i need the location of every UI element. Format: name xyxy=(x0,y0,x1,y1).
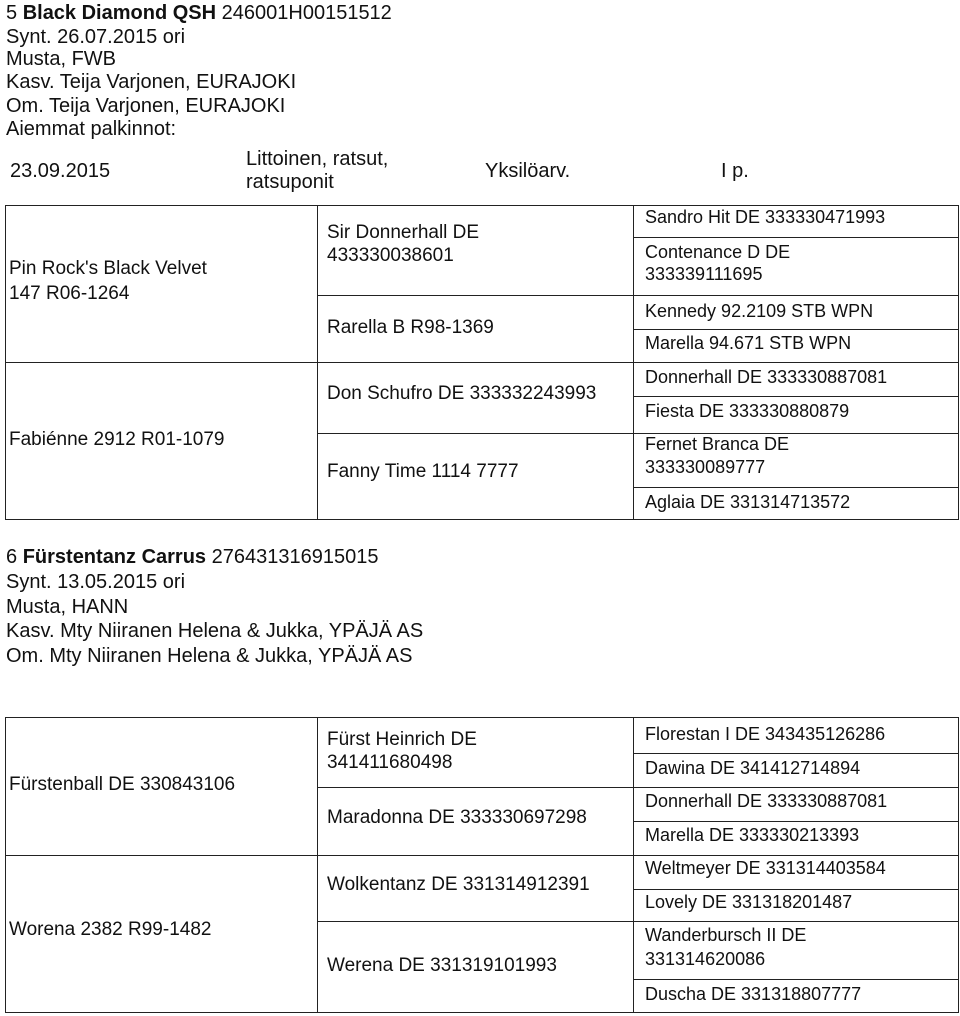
horse6-dam: Worena 2382 R99-1482 xyxy=(9,919,212,940)
horse5-prev-awards-label: Aiemmat palkinnot: xyxy=(6,118,177,140)
divider xyxy=(5,717,959,718)
horse5-dam-dam: Fanny Time 1114 7777 xyxy=(327,461,519,482)
horse5-sire-reg: 147 R06-1264 xyxy=(9,283,130,304)
divider xyxy=(633,362,958,363)
horse5-sdd: Marella 94.671 STB WPN xyxy=(645,333,852,353)
horse5-dds-1: Fernet Branca DE xyxy=(645,434,790,454)
divider xyxy=(317,855,633,856)
horse6-dam-dam: Werena DE 331319101993 xyxy=(327,955,557,976)
divider xyxy=(633,396,958,397)
divider xyxy=(958,205,959,520)
horse6-sire-dam: Maradonna DE 333330697298 xyxy=(327,807,587,828)
horse6-sds: Donnerhall DE 333330887081 xyxy=(645,791,888,811)
horse5-award-date: 23.09.2015 xyxy=(10,160,111,182)
horse5-ssd-2: 333339111695 xyxy=(645,264,763,284)
horse5-ssd-1: Contenance D DE xyxy=(645,242,791,262)
divider xyxy=(633,329,958,330)
horse5-owner: Om. Teija Varjonen, EURAJOKI xyxy=(6,95,286,117)
horse6-breeder: Kasv. Mty Niiranen Helena & Jukka, YPÄJÄ AS xyxy=(6,620,424,642)
horse6-dsd: Lovely DE 331318201487 xyxy=(645,892,853,912)
divider xyxy=(317,787,633,788)
horse5-sds: Kennedy 92.2109 STB WPN xyxy=(645,301,874,321)
divider xyxy=(633,295,958,296)
horse5-sire-sire-1: Sir Donnerhall DE xyxy=(327,222,480,243)
horse5-number: 5 xyxy=(6,2,18,24)
horse5-color: Musta, FWB xyxy=(6,48,117,70)
divider xyxy=(317,295,633,296)
horse5-ddd: Aglaia DE 331314713572 xyxy=(645,492,851,512)
horse6-dam-sire: Wolkentanz DE 331314912391 xyxy=(327,874,590,895)
horse6-owner: Om. Mty Niiranen Helena & Jukka, YPÄJÄ AS xyxy=(6,645,413,667)
horse5-award-prize: I p. xyxy=(721,160,749,182)
divider xyxy=(633,787,958,788)
divider xyxy=(5,717,6,1013)
horse5-sss: Sandro Hit DE 333330471993 xyxy=(645,207,886,227)
horse6-name: Fürstentanz Carrus xyxy=(22,546,207,568)
horse6-sire-sire-1: Fürst Heinrich DE xyxy=(327,729,477,750)
horse5-sire-sire-2: 433330038601 xyxy=(327,245,454,266)
horse5-award-event-1: Littoinen, ratsut, xyxy=(246,148,389,170)
horse6-reg: 276431316915015 xyxy=(211,546,379,568)
horse6-ssd: Dawina DE 341412714894 xyxy=(645,758,861,778)
divider xyxy=(633,237,958,238)
horse6-sdd: Marella DE 333330213393 xyxy=(645,825,860,845)
horse5-award-event-2: ratsuponit xyxy=(246,171,334,193)
divider xyxy=(317,717,318,1013)
horse5-name: Black Diamond QSH xyxy=(22,2,217,24)
divider xyxy=(5,519,959,520)
horse5-dam-sire: Don Schufro DE 333332243993 xyxy=(327,383,597,404)
horse5-dds-2: 333330089777 xyxy=(645,457,766,477)
horse6-title-line xyxy=(6,546,378,568)
horse6-birth: Synt. 13.05.2015 ori xyxy=(6,571,186,593)
divider xyxy=(633,821,958,822)
horse6-sire-sire-2: 341411680498 xyxy=(327,752,453,773)
horse5-birth: Synt. 26.07.2015 ori xyxy=(6,26,186,48)
divider xyxy=(5,1012,959,1013)
divider xyxy=(317,921,633,922)
horse6-dds-1: Wanderbursch II DE xyxy=(645,925,807,945)
horse6-dds-2: 331314620086 xyxy=(645,949,766,969)
divider xyxy=(633,855,958,856)
horse6-color: Musta, HANN xyxy=(6,596,129,618)
divider xyxy=(317,433,633,434)
divider xyxy=(633,753,958,754)
horse6-sss: Florestan I DE 343435126286 xyxy=(645,724,886,744)
divider xyxy=(5,855,317,856)
divider xyxy=(633,921,958,922)
horse6-sire: Fürstenball DE 330843106 xyxy=(9,774,236,795)
horse5-sire-dam: Rarella B R98-1369 xyxy=(327,317,494,338)
horse6-ddd: Duscha DE 331318807777 xyxy=(645,984,862,1004)
horse5-title-line xyxy=(6,2,392,24)
horse5-dsd: Fiesta DE 333330880879 xyxy=(645,401,850,421)
horse5-dss: Donnerhall DE 333330887081 xyxy=(645,367,888,387)
divider xyxy=(633,979,958,980)
divider xyxy=(633,487,958,488)
divider xyxy=(633,889,958,890)
divider xyxy=(317,362,633,363)
horse5-award-class: Yksilöarv. xyxy=(485,160,571,182)
horse6-number: 6 xyxy=(6,546,18,568)
horse5-dam: Fabiénne 2912 R01-1079 xyxy=(9,429,225,450)
divider xyxy=(5,205,959,206)
horse6-dss: Weltmeyer DE 331314403584 xyxy=(645,858,886,878)
divider xyxy=(5,362,317,363)
horse5-breeder: Kasv. Teija Varjonen, EURAJOKI xyxy=(6,71,297,93)
horse5-reg: 246001H00151512 xyxy=(221,2,392,24)
divider xyxy=(958,717,959,1013)
horse5-sire: Pin Rock's Black Velvet xyxy=(9,258,207,279)
divider xyxy=(633,717,634,1013)
